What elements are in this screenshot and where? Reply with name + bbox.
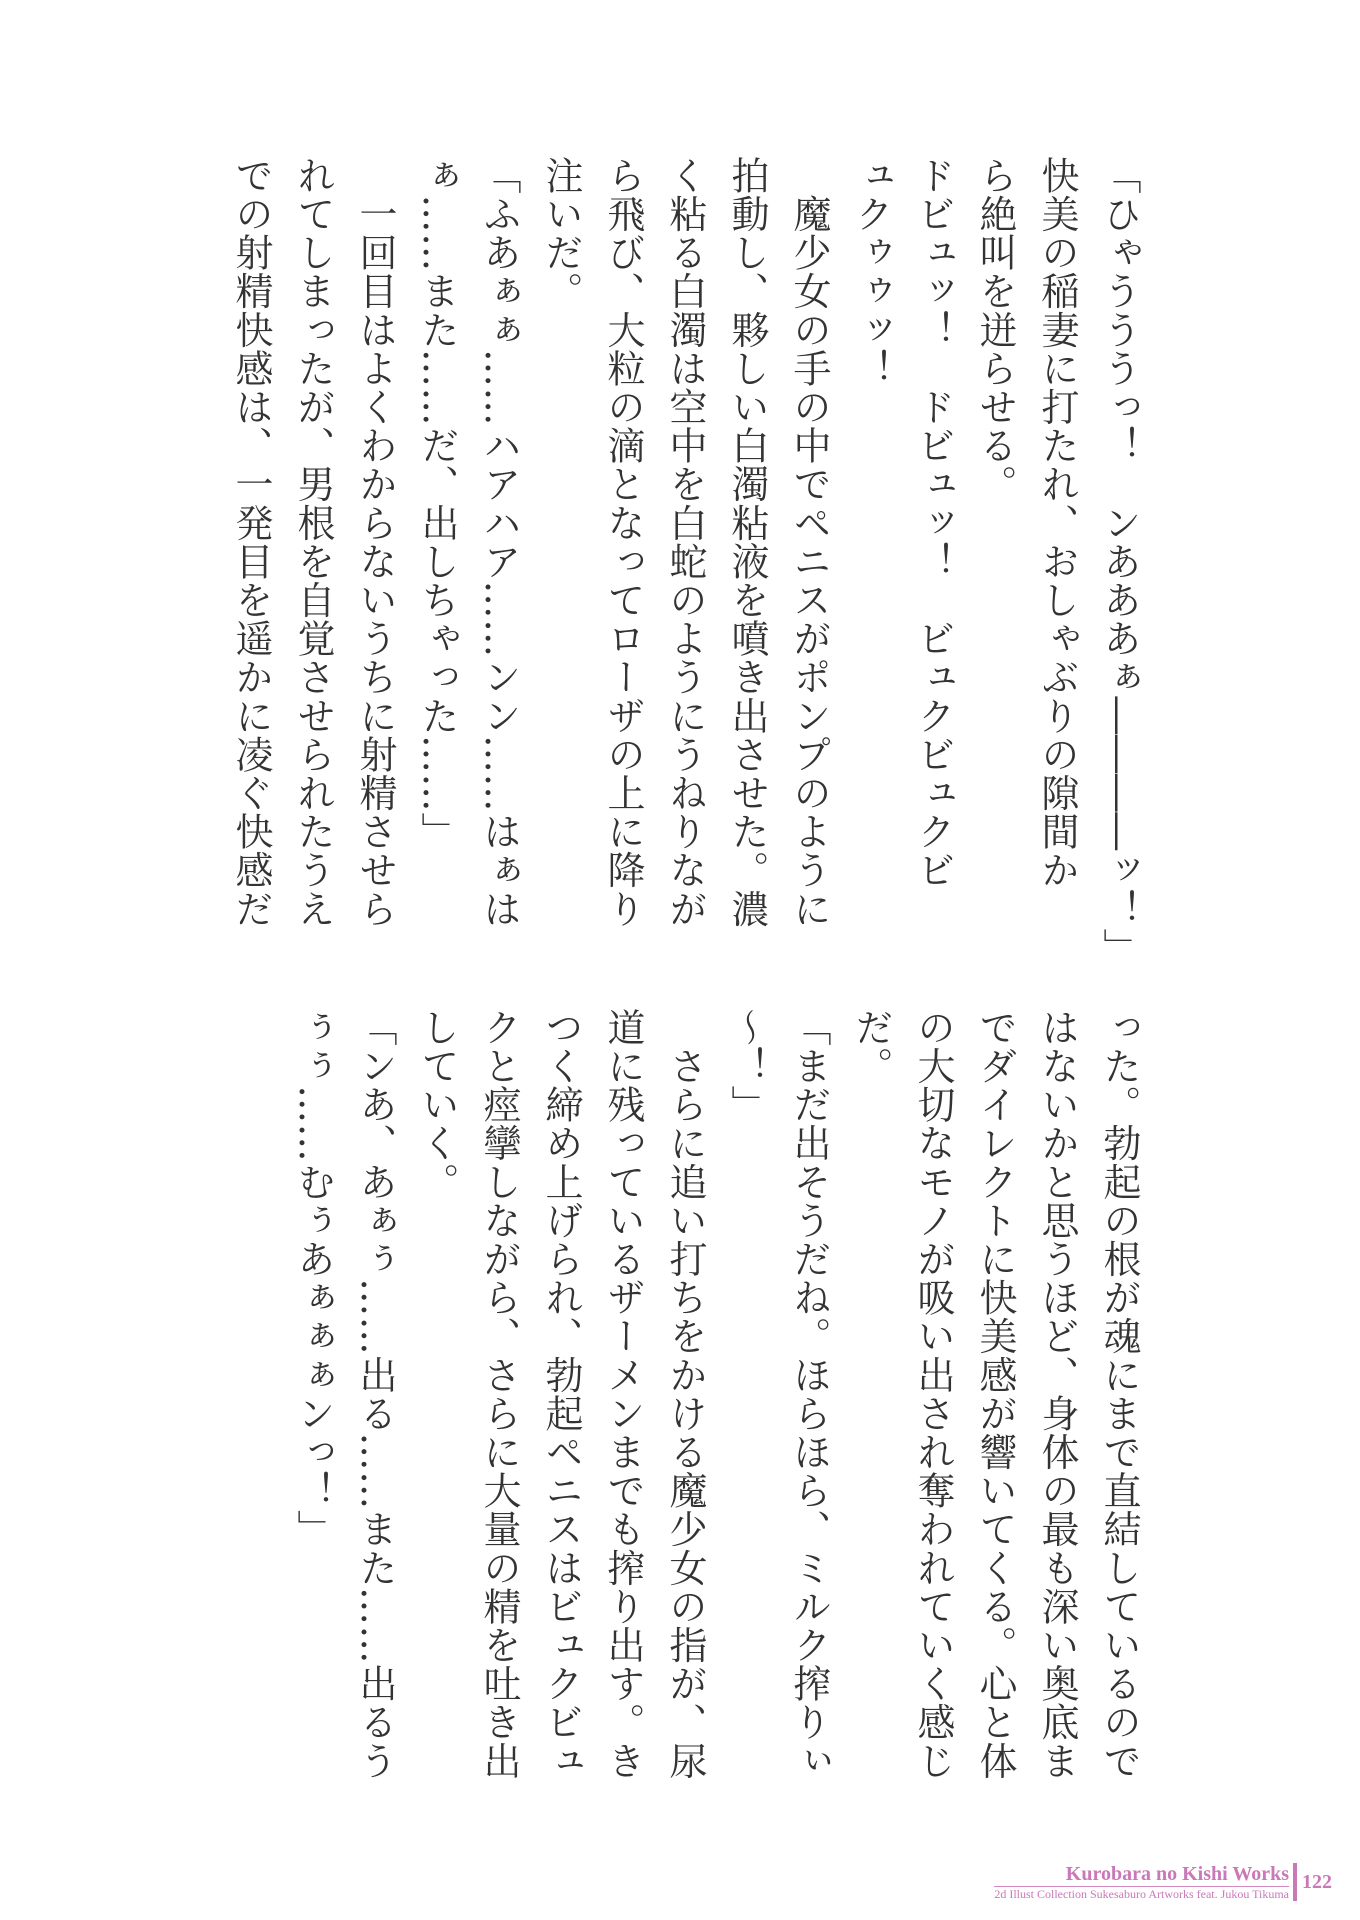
text-column: 拍動し、夥しい白濁粘液を噴き出させた。濃	[725, 156, 769, 928]
text-column: でダイレクトに快美感が響いてくる。心と体	[973, 1008, 1017, 1780]
text-column: での射精快感は、一発目を遥かに凌ぐ快感だ	[229, 156, 273, 928]
text-column: 注いだ。	[539, 156, 583, 311]
text-column: 「ふあぁぁ……ハアハア……ンン……はぁは	[477, 156, 521, 928]
footer-text	[994, 1863, 1289, 1902]
text-column: ドビュッ！ ドビュッ！ ビュクビュクビ	[911, 156, 955, 890]
book-subtitle: 2d Illust Collection Sukesaburo Artworks feat. Jukou Tikuma	[994, 1886, 1289, 1901]
text-column: さらに追い打ちをかける魔少女の指が、尿	[663, 1008, 707, 1780]
text-column: 「まだ出そうだね。ほらほら、ミルク搾りぃ	[787, 1008, 831, 1780]
text-column: ら飛び、大粒の滴となってローザの上に降り	[601, 156, 645, 928]
text-column: ぁ……また……だ、出しちゃった……」	[415, 156, 459, 851]
text-column: 「ひゃうううっ！ ンあああぁ――――ッ！」	[1097, 156, 1141, 967]
text-column: クと痙攣しながら、さらに大量の精を吐き出	[477, 1008, 521, 1780]
text-column: 快美の稲妻に打たれ、おしゃぶりの隙間か	[1035, 156, 1079, 890]
text-column: ら絶叫を迸らせる。	[973, 156, 1017, 504]
text-column: ぅぅ……むぅあぁぁぁンっ！」	[291, 1008, 335, 1549]
text-column: 魔少女の手の中でペニスがポンプのように	[787, 156, 831, 928]
book-title: Kurobara no Kishi Works	[994, 1863, 1289, 1887]
page-footer	[994, 1858, 1332, 1906]
text-column: 一回目はよくわからないうちに射精させら	[353, 156, 397, 928]
page-number: 122	[1302, 1870, 1332, 1893]
text-column: していく。	[415, 1008, 459, 1201]
text-column: つく締め上げられ、勃起ペニスはビュクビュ	[539, 1008, 583, 1780]
text-column: はないかと思うほど、身体の最も深い奥底ま	[1035, 1008, 1079, 1780]
footer-divider	[1293, 1863, 1297, 1901]
text-column: く粘る白濁は空中を白蛇のようにうねりなが	[663, 156, 707, 928]
text-column: ュクゥゥッ！	[849, 156, 893, 388]
text-column: だ。	[849, 1008, 893, 1086]
text-column: れてしまったが、男根を自覚させられたうえ	[291, 156, 335, 928]
text-column: った。勃起の根が魂にまで直結しているので	[1097, 1008, 1141, 1780]
text-block-upper	[220, 156, 1150, 967]
text-column: 「ンあ、あぁぅ……出る……また……出るう	[353, 1008, 397, 1780]
text-column: の大切なモノが吸い出され奪われていく感じ	[911, 1008, 955, 1780]
text-block-lower	[282, 1008, 1150, 1798]
text-column: 道に残っているザーメンまでも搾り出す。き	[601, 1008, 645, 1780]
text-column: ～！」	[725, 1008, 769, 1124]
